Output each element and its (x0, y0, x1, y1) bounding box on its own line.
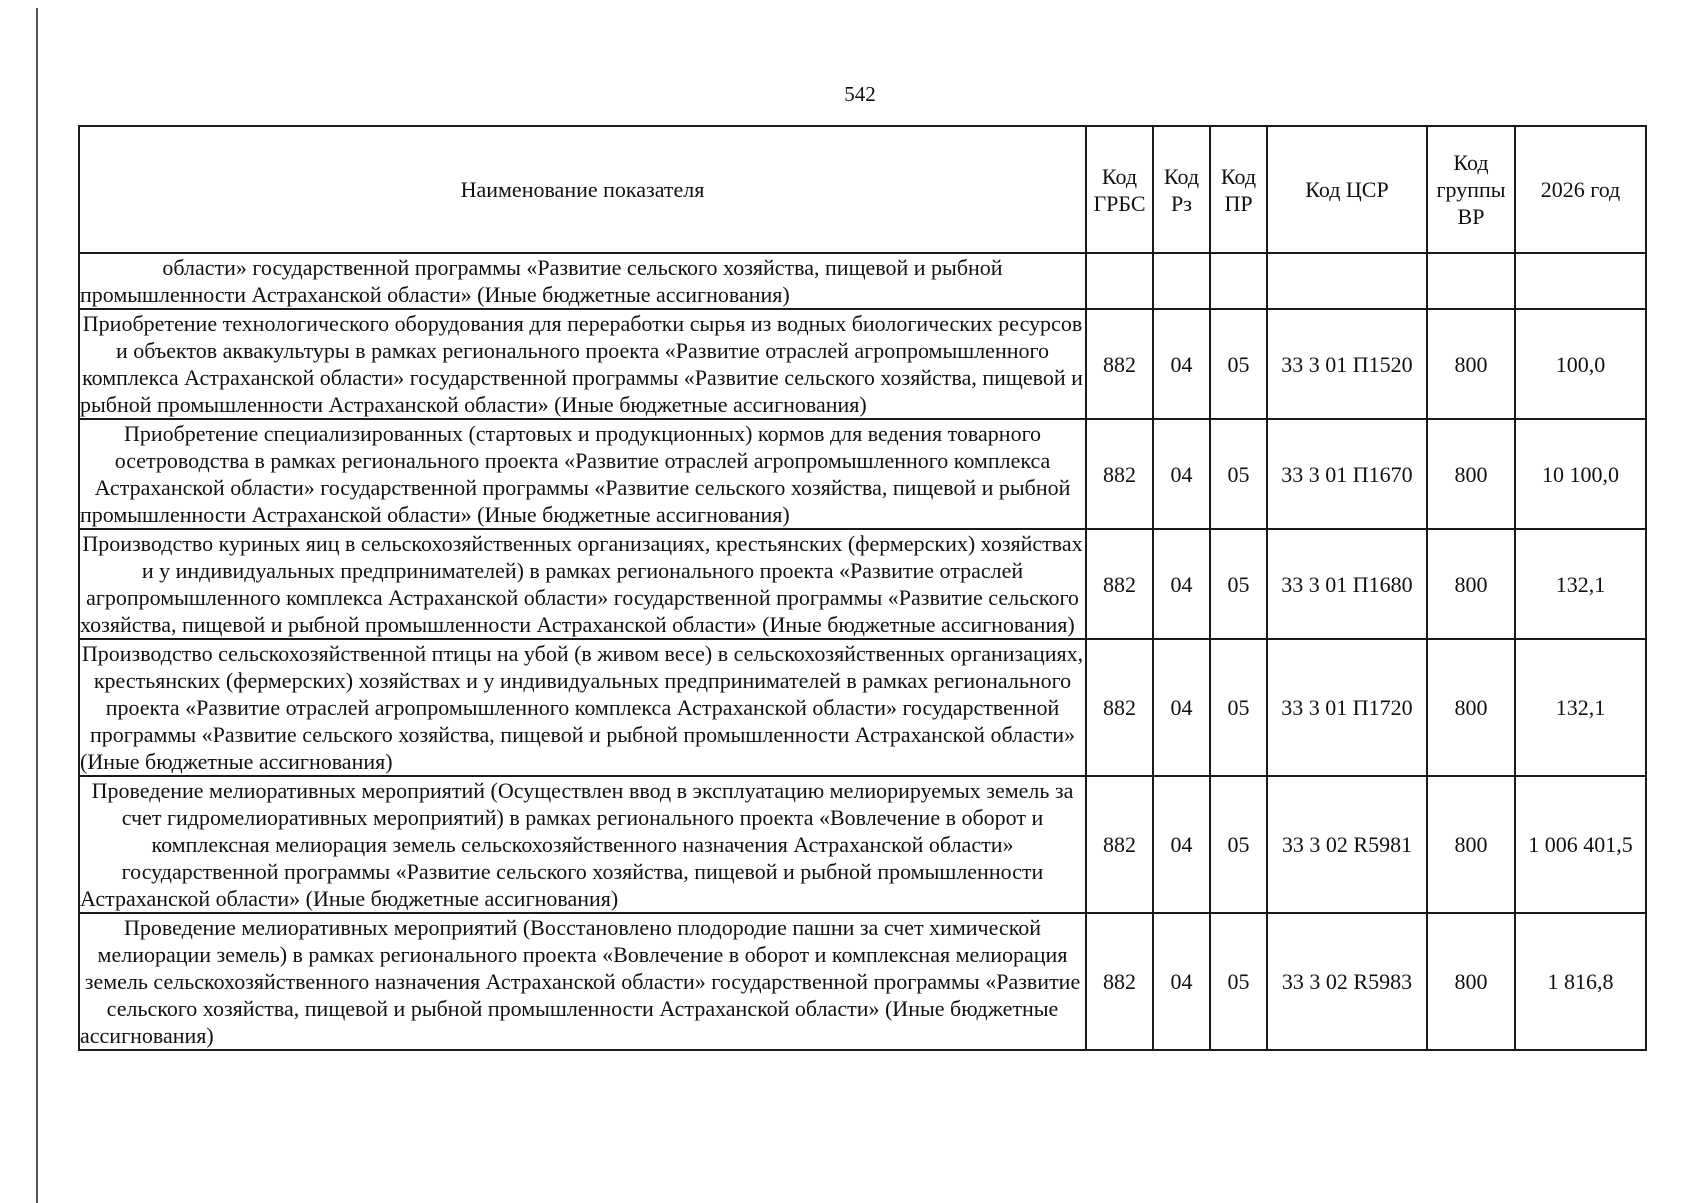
row-name: Приобретение технологического оборудования для переработки сырья из водных биологических ресурсов и объектов аквакультуры в рамках регионального проекта «Развитие отраслей агропромышленного комплекса Астраханской области» государственной программы «Развитие сельского хозяйства, пищевой и рыбной промышленности Астраханской области» (Иные бюджетные ассигнования) (79, 309, 1086, 419)
row-name: Производство куриных яиц в сельскохозяйственных организациях, крестьянских (фермерских) хозяйствах и у индивидуальных предпринимателей) в рамках регионального проекта «Развитие отраслей агропромышленного комплекса Астраханской области» государственной программы «Развитие сельского хозяйства, пищевой и рыбной промышленности Астраханской области» (Иные бюджетные ассигнования) (79, 529, 1086, 639)
row-csr-code: 33 3 01 П1720 (1267, 639, 1427, 776)
row-vr-code: 800 (1427, 529, 1515, 639)
row-pr-code: 05 (1210, 639, 1267, 776)
page-number: 542 (844, 82, 876, 106)
row-csr-code (1267, 253, 1427, 309)
row-rz-code: 04 (1153, 776, 1210, 913)
table-row (79, 639, 1646, 776)
row-amount: 132,1 (1515, 639, 1646, 776)
row-vr-code: 800 (1427, 913, 1515, 1050)
header-pr: Код ПР (1210, 126, 1267, 253)
row-vr-code: 800 (1427, 419, 1515, 529)
row-rz-code: 04 (1153, 529, 1210, 639)
row-grbs-code (1086, 253, 1153, 309)
row-rz-code: 04 (1153, 639, 1210, 776)
row-name: области» государственной программы «Развитие сельского хозяйства, пищевой и рыбной промышленности Астраханской области» (Иные бюджетные ассигнования) (79, 253, 1086, 309)
row-csr-code: 33 3 02 R5981 (1267, 776, 1427, 913)
row-vr-code: 800 (1427, 776, 1515, 913)
row-grbs-code: 882 (1086, 776, 1153, 913)
table-row (79, 776, 1646, 913)
row-pr-code (1210, 253, 1267, 309)
table-header-row (79, 126, 1646, 253)
header-year: 2026 год (1515, 126, 1646, 253)
row-grbs-code: 882 (1086, 309, 1153, 419)
header-rz: Код Рз (1153, 126, 1210, 253)
row-amount (1515, 253, 1646, 309)
row-amount: 132,1 (1515, 529, 1646, 639)
header-csr: Код ЦСР (1267, 126, 1427, 253)
row-rz-code: 04 (1153, 419, 1210, 529)
row-grbs-code: 882 (1086, 419, 1153, 529)
row-grbs-code: 882 (1086, 529, 1153, 639)
row-csr-code: 33 3 02 R5983 (1267, 913, 1427, 1050)
row-rz-code (1153, 253, 1210, 309)
row-name: Проведение мелиоративных мероприятий (Восстановлено плодородие пашни за счет химической мелиорации земель) в рамках регионального проекта «Вовлечение в оборот и комплексная мелиорация земель сельскохозяйственного назначения Астраханской области» государственной программы «Развитие сельского хозяйства, пищевой и рыбной промышленности Астраханской области» (Иные бюджетные ассигнования) (79, 913, 1086, 1050)
row-pr-code: 05 (1210, 913, 1267, 1050)
row-pr-code: 05 (1210, 419, 1267, 529)
row-amount: 1 006 401,5 (1515, 776, 1646, 913)
row-name: Производство сельскохозяйственной птицы на убой (в живом весе) в сельскохозяйственных организациях, крестьянских (фермерских) хозяйствах и у индивидуальных предпринимателей в рамках регионального проекта «Развитие отраслей агропромышленного комплекса Астраханской области» государственной программы «Развитие сельского хозяйства, пищевой и рыбной промышленности Астраханской области» (Иные бюджетные ассигнования) (79, 639, 1086, 776)
row-csr-code: 33 3 01 П1670 (1267, 419, 1427, 529)
header-grbs: Код ГРБС (1086, 126, 1153, 253)
table-row (79, 419, 1646, 529)
row-pr-code: 05 (1210, 529, 1267, 639)
row-csr-code: 33 3 01 П1520 (1267, 309, 1427, 419)
row-pr-code: 05 (1210, 776, 1267, 913)
row-vr-code (1427, 253, 1515, 309)
table-row (79, 529, 1646, 639)
table-row (79, 309, 1646, 419)
row-amount: 100,0 (1515, 309, 1646, 419)
budget-table (78, 125, 1647, 1051)
row-rz-code: 04 (1153, 309, 1210, 419)
table-row (79, 253, 1646, 309)
row-amount: 10 100,0 (1515, 419, 1646, 529)
row-vr-code: 800 (1427, 309, 1515, 419)
row-name: Проведение мелиоративных мероприятий (Осуществлен ввод в эксплуатацию мелиорируемых земель за счет гидромелиоративных мероприятий) в рамках регионального проекта «Вовлечение в оборот и комплексная мелиорация земель сельскохозяйственного назначения Астраханской области» государственной программы «Развитие сельского хозяйства, пищевой и рыбной промышленности Астраханской области» (Иные бюджетные ассигнования) (79, 776, 1086, 913)
row-rz-code: 04 (1153, 913, 1210, 1050)
row-csr-code: 33 3 01 П1680 (1267, 529, 1427, 639)
header-name: Наименование показателя (79, 126, 1086, 253)
row-grbs-code: 882 (1086, 639, 1153, 776)
table-body (79, 253, 1646, 1050)
row-grbs-code: 882 (1086, 913, 1153, 1050)
row-pr-code: 05 (1210, 309, 1267, 419)
row-name: Приобретение специализированных (стартовых и продукционных) кормов для ведения товарного осетроводства в рамках регионального проекта «Развитие отраслей агропромышленного комплекса Астраханской области» государственной программы «Развитие сельского хозяйства, пищевой и рыбной промышленности Астраханской области» (Иные бюджетные ассигнования) (79, 419, 1086, 529)
page-margin-rule (36, 8, 38, 1203)
header-vr: Код группы ВР (1427, 126, 1515, 253)
row-vr-code: 800 (1427, 639, 1515, 776)
table-row (79, 913, 1646, 1050)
row-amount: 1 816,8 (1515, 913, 1646, 1050)
